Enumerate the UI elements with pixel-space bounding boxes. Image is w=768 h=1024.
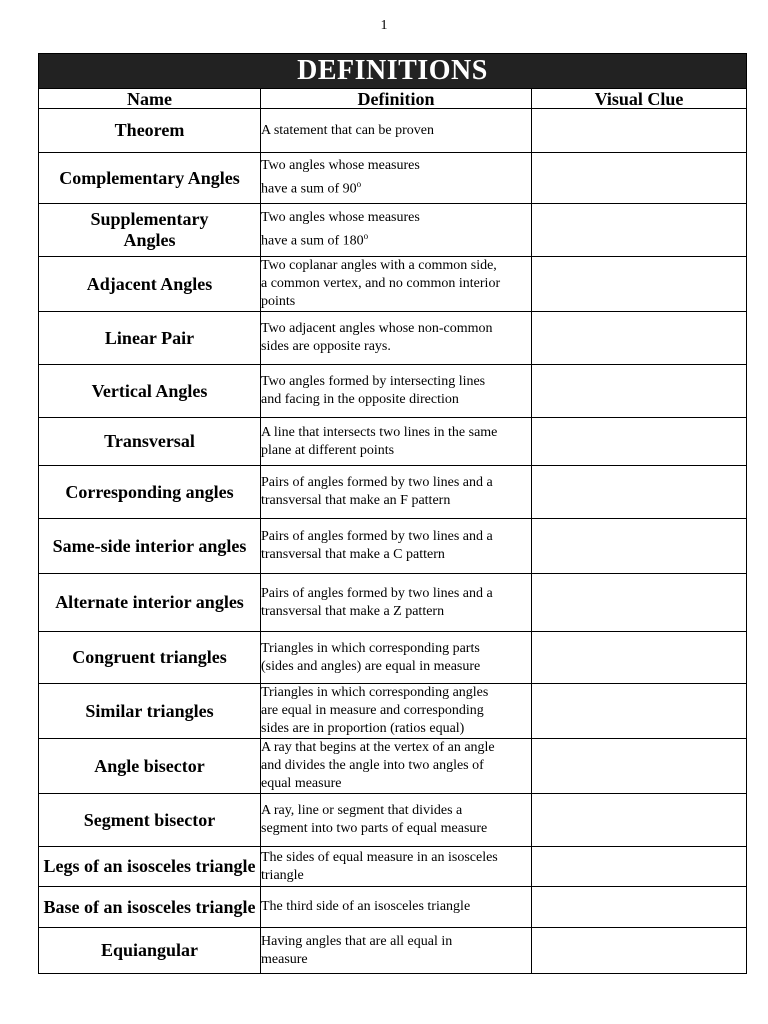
definition-line [261, 757, 531, 775]
degree-superscript: o [356, 179, 362, 190]
term-definition [261, 519, 532, 574]
term-name: Legs of an isosceles triangle [39, 847, 261, 887]
definition-text: a common vertex, and no common interior [261, 276, 501, 291]
definition-line [261, 293, 531, 311]
term-name: Corresponding angles [39, 466, 261, 519]
term-definition [261, 847, 532, 887]
definition-line [261, 867, 531, 885]
term-name: Base of an isosceles triangle [39, 887, 261, 928]
definition-text: equal measure [261, 776, 342, 791]
definition-line [261, 546, 531, 564]
page-number: 1 [380, 18, 388, 33]
term-definition [261, 632, 532, 684]
term-definition [261, 684, 532, 739]
definition-line [261, 373, 531, 391]
table-body [39, 109, 747, 974]
definition-line [261, 424, 531, 442]
definition-line [261, 640, 531, 658]
definition-text: A statement that can be proven [261, 122, 434, 138]
definition-text: are equal in measure and corresponding [261, 703, 484, 718]
definition-text: sides are in proportion (ratios equal) [261, 721, 465, 736]
term-name: Same-side interior angles [39, 519, 261, 574]
definition-line [261, 391, 531, 409]
term-definition [261, 739, 532, 794]
table-row [39, 928, 747, 974]
definition-line [261, 739, 531, 757]
definition-text: Having angles that are all equal in [261, 933, 453, 949]
visual-clue-cell[interactable] [532, 632, 747, 684]
definition-line [261, 528, 531, 546]
term-name: Linear Pair [39, 312, 261, 365]
definition-line [261, 338, 531, 356]
definition-line [261, 442, 531, 460]
visual-clue-cell[interactable] [532, 928, 747, 974]
definition-text: sides are opposite rays. [261, 339, 391, 354]
term-definition [261, 109, 532, 153]
definition-text: A line that intersects two lines in the same [261, 424, 498, 440]
term-name: Alternate interior angles [39, 574, 261, 632]
visual-clue-cell[interactable] [532, 519, 747, 574]
term-definition [261, 794, 532, 847]
definition-line [261, 658, 531, 676]
definition-text: Triangles in which corresponding angles [261, 685, 489, 700]
table-row [39, 574, 747, 632]
table-row [39, 257, 747, 312]
table-row [39, 365, 747, 418]
term-definition [261, 312, 532, 365]
term-name: Theorem [39, 109, 261, 153]
definition-line [261, 257, 531, 275]
table-row [39, 109, 747, 153]
definition-text: The sides of equal measure in an isosceles [261, 849, 498, 865]
column-header-definition: Definition [261, 89, 532, 109]
definition-line [261, 157, 531, 175]
definition-text: have a sum of 180 [261, 233, 364, 249]
definition-text: transversal that make a Z pattern [261, 603, 445, 619]
visual-clue-cell[interactable] [532, 365, 747, 418]
table-row [39, 204, 747, 257]
definition-line [261, 898, 531, 916]
visual-clue-cell[interactable] [532, 684, 747, 739]
definition-text: Two adjacent angles whose non-common [261, 321, 493, 336]
term-definition [261, 365, 532, 418]
definition-text: and facing in the opposite direction [261, 392, 459, 407]
table-row [39, 519, 747, 574]
visual-clue-cell[interactable] [532, 847, 747, 887]
table-row [39, 847, 747, 887]
definition-text: and divides the angle into two angles of [261, 758, 484, 773]
table-row [39, 684, 747, 739]
definition-text: Pairs of angles formed by two lines and a [261, 529, 493, 544]
definition-text: have a sum of 90 [261, 181, 357, 197]
definition-text: points [261, 294, 296, 309]
definition-line [261, 603, 531, 621]
definition-text: A ray, line or segment that divides a [261, 803, 463, 818]
table-row [39, 794, 747, 847]
term-name: Congruent triangles [39, 632, 261, 684]
term-definition [261, 887, 532, 928]
visual-clue-cell[interactable] [532, 257, 747, 312]
table-row [39, 632, 747, 684]
definition-text: Triangles in which corresponding parts [261, 640, 480, 656]
definition-line [261, 209, 531, 227]
column-header-name: Name [39, 89, 261, 109]
definition-line [261, 720, 531, 738]
definition-text: The third side of an isosceles triangle [261, 899, 471, 914]
term-name: Complementary Angles [39, 153, 261, 204]
visual-clue-cell[interactable] [532, 418, 747, 466]
definition-text: measure [261, 951, 308, 967]
definition-line [261, 849, 531, 867]
term-definition [261, 153, 532, 204]
degree-superscript: o [363, 231, 369, 242]
definition-text: Pairs of angles formed by two lines and a [261, 585, 493, 601]
term-definition [261, 204, 532, 257]
term-name: Similar triangles [39, 684, 261, 739]
visual-clue-cell[interactable] [532, 109, 747, 153]
table-row [39, 312, 747, 365]
term-name: Vertical Angles [39, 365, 261, 418]
definition-line [261, 492, 531, 510]
definition-text: Two angles formed by intersecting lines [261, 374, 486, 389]
table-row [39, 887, 747, 928]
definition-text: Two angles whose measures [261, 158, 420, 174]
visual-clue-cell[interactable] [532, 204, 747, 257]
definition-line [261, 320, 531, 338]
visual-clue-cell[interactable] [532, 739, 747, 794]
definition-text: Two angles whose measures [261, 210, 420, 226]
term-name: Adjacent Angles [39, 257, 261, 312]
definition-line [261, 951, 531, 969]
term-name: Transversal [39, 418, 261, 466]
definition-line [261, 702, 531, 720]
table-title: DEFINITIONS [39, 54, 747, 89]
definition-text: transversal that make an F pattern [261, 493, 451, 508]
term-definition [261, 257, 532, 312]
definition-text: Two coplanar angles with a common side, [261, 258, 497, 273]
definitions-table [38, 53, 747, 974]
visual-clue-cell[interactable] [532, 794, 747, 847]
definition-line [261, 585, 531, 603]
definition-line [261, 933, 531, 951]
term-name: Supplementary Angles [39, 204, 261, 257]
visual-clue-cell[interactable] [532, 153, 747, 204]
term-definition [261, 418, 532, 466]
definition-text: segment into two parts of equal measure [261, 821, 488, 836]
definition-line [261, 175, 531, 199]
definition-text: A ray that begins at the vertex of an angle [261, 740, 495, 755]
definition-line [261, 775, 531, 793]
term-name: Segment bisector [39, 794, 261, 847]
term-definition [261, 928, 532, 974]
definition-line [261, 227, 531, 251]
term-definition [261, 574, 532, 632]
definition-line [261, 802, 531, 820]
term-name: Equiangular [39, 928, 261, 974]
definition-text: Pairs of angles formed by two lines and a [261, 475, 493, 490]
visual-clue-cell[interactable] [532, 466, 747, 519]
table-row [39, 153, 747, 204]
definition-text: triangle [261, 867, 304, 883]
term-definition [261, 466, 532, 519]
definition-line [261, 820, 531, 838]
visual-clue-cell[interactable] [532, 887, 747, 928]
term-name: Angle bisector [39, 739, 261, 794]
visual-clue-cell[interactable] [532, 574, 747, 632]
visual-clue-cell[interactable] [532, 312, 747, 365]
table-row [39, 466, 747, 519]
definition-line [261, 474, 531, 492]
definition-line [261, 684, 531, 702]
definition-text: (sides and angles) are equal in measure [261, 658, 481, 674]
table-row [39, 418, 747, 466]
definition-line [261, 122, 531, 140]
definition-line [261, 275, 531, 293]
definition-text: transversal that make a C pattern [261, 547, 445, 562]
table-row [39, 739, 747, 794]
column-header-visual-clue: Visual Clue [532, 89, 747, 109]
definition-text: plane at different points [261, 442, 395, 458]
